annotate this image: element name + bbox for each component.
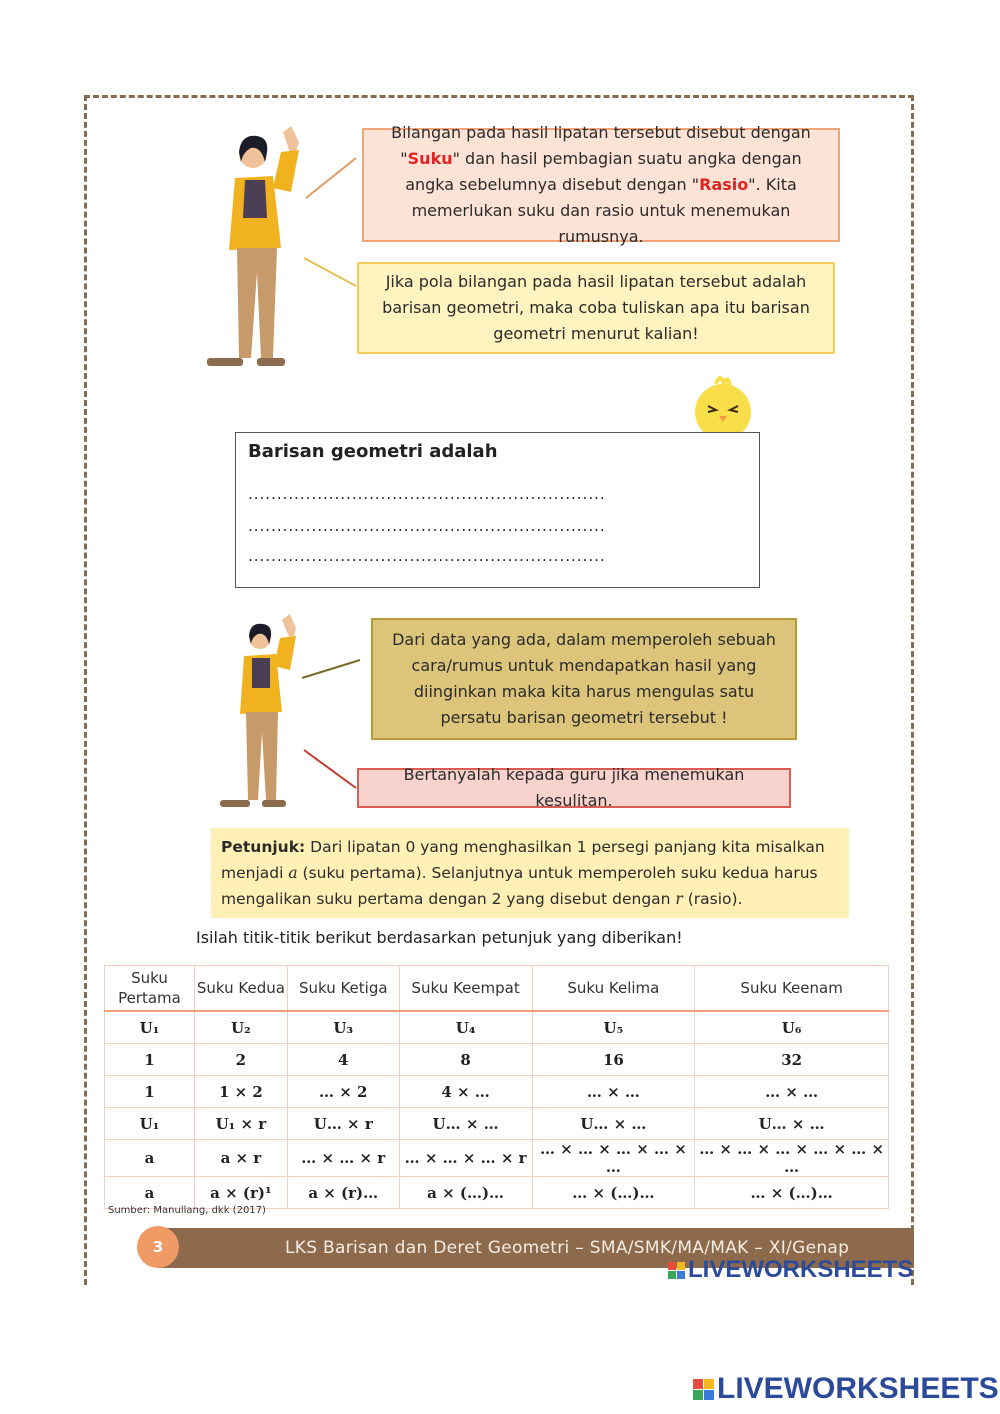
- bubble-text: Bilangan pada hasil lipatan tersebut disebut dengan: [391, 123, 811, 142]
- answer-box: [235, 432, 760, 588]
- footer-title: LKS Barisan dan Deret Geometri – SMA/SMK/MA/MAK – XI/Genap: [285, 1238, 850, 1258]
- header-cell: Suku Ketiga: [287, 966, 399, 1012]
- fill-in-cell[interactable]: … × … × … × … × …: [532, 1140, 695, 1177]
- bubble-text: " dan hasil pembagian suatu angka dengan angka sebelumnya disebut dengan ": [405, 149, 802, 194]
- fill-in-cell[interactable]: … × …: [532, 1076, 695, 1108]
- fill-in-cell[interactable]: 4 × …: [399, 1076, 532, 1108]
- teacher-illustration-bottom: [212, 612, 308, 812]
- fill-in-cell[interactable]: … × … × … × r: [399, 1140, 532, 1177]
- hint-label: Petunjuk:: [221, 838, 306, 856]
- table-cell: 1: [105, 1044, 195, 1076]
- geometric-sequence-table: [104, 965, 889, 1209]
- watermark-inline: [668, 1256, 913, 1284]
- fill-in-cell[interactable]: U… × …: [695, 1108, 889, 1140]
- table-row: [105, 1011, 889, 1044]
- answer-line-1[interactable]: ..............................................................: [248, 485, 606, 503]
- speech-bubble-question: Jika pola bilangan pada hasil lipatan tersebut adalah barisan geometri, maka coba tuliskan apa itu barisan geometri menurut kalian!: [357, 262, 835, 354]
- liveworksheets-logo-icon: [693, 1379, 714, 1400]
- watermark-bottom: [693, 1372, 999, 1406]
- page-number-badge: 3: [137, 1226, 179, 1268]
- table-cell: U₁: [105, 1011, 195, 1044]
- watermark-text: LIVEWORKSHEETS: [688, 1256, 914, 1283]
- term-rasio: Rasio: [699, 175, 749, 194]
- teacher-illustration-top: [195, 122, 310, 370]
- table-header-row: [105, 966, 889, 1012]
- table-cell: 1 × 2: [194, 1076, 287, 1108]
- table-cell: 4: [287, 1044, 399, 1076]
- fill-in-cell[interactable]: … × …: [695, 1076, 889, 1108]
- speech-bubble-review: Dari data yang ada, dalam memperoleh sebuah cara/rumus untuk mendapatkan hasil yang diinginkan maka kita harus mengulas satu persatu barisan geometri tersebut !: [371, 618, 797, 740]
- table-row: [105, 1177, 889, 1209]
- answer-line-3[interactable]: ..............................................................: [248, 547, 606, 565]
- fill-in-cell[interactable]: a × (…)…: [399, 1177, 532, 1209]
- instruction-text: Isilah titik-titik berikut berdasarkan petunjuk yang diberikan!: [196, 928, 683, 947]
- speech-bubble-ask-teacher: Bertanyalah kepada guru jika menemukan kesulitan.: [357, 768, 791, 808]
- table-cell: U₂: [194, 1011, 287, 1044]
- fill-in-cell[interactable]: … × 2: [287, 1076, 399, 1108]
- fill-in-cell[interactable]: … × … × r: [287, 1140, 399, 1177]
- table-cell: U₄: [399, 1011, 532, 1044]
- speech-lines-top: [300, 150, 362, 290]
- table-cell: U₆: [695, 1011, 889, 1044]
- liveworksheets-logo-icon: [668, 1262, 685, 1279]
- table-cell: a: [105, 1140, 195, 1177]
- fill-in-cell[interactable]: U… × r: [287, 1108, 399, 1140]
- quote-mark: ": [400, 149, 408, 168]
- table-row: [105, 1108, 889, 1140]
- header-cell: Suku Kelima: [532, 966, 695, 1012]
- hint-text: Dari lipatan 0 yang menghasilkan 1 persegi panjang kita misalkan menjadi: [221, 838, 825, 882]
- hint-box: [211, 828, 849, 918]
- table-cell: a × (r)¹: [194, 1177, 287, 1209]
- fill-in-cell[interactable]: a × (r)…: [287, 1177, 399, 1209]
- table-cell: U₃: [287, 1011, 399, 1044]
- bubble-text: ". Kita memerlukan suku dan rasio untuk menemukan rumusnya.: [411, 175, 797, 246]
- header-cell: Suku Pertama: [105, 966, 195, 1012]
- answer-title: Barisan geometri adalah: [248, 441, 498, 462]
- table-row: [105, 1076, 889, 1108]
- fill-in-cell[interactable]: U… × …: [399, 1108, 532, 1140]
- answer-line-2[interactable]: ..............................................................: [248, 517, 606, 535]
- term-suku: Suku: [407, 149, 453, 168]
- watermark-text: LIVEWORKSHEETS: [717, 1372, 999, 1405]
- hint-text: (suku pertama). Selanjutnya untuk memperoleh suku kedua harus mengalikan suku pertama dengan 2 yang disebut dengan: [221, 864, 818, 908]
- table-cell: 16: [532, 1044, 695, 1076]
- table-cell: a × r: [194, 1140, 287, 1177]
- header-cell: Suku Kedua: [194, 966, 287, 1012]
- source-citation: Sumber: Manullang, dkk (2017): [108, 1205, 266, 1216]
- hint-text: (rasio).: [682, 890, 743, 908]
- table-cell: a: [105, 1177, 195, 1209]
- table-row: [105, 1044, 889, 1076]
- var-r: r: [675, 890, 683, 908]
- table-row: [105, 1140, 889, 1177]
- table-cell: 2: [194, 1044, 287, 1076]
- header-cell: Suku Keenam: [695, 966, 889, 1012]
- fill-in-cell[interactable]: … × (…)…: [695, 1177, 889, 1209]
- speech-bubble-suku-rasio: [362, 123, 840, 246]
- table-cell: U₁: [105, 1108, 195, 1140]
- var-a: a: [288, 864, 298, 882]
- table-cell: 1: [105, 1076, 195, 1108]
- table-cell: U₅: [532, 1011, 695, 1044]
- table-cell: U₁ × r: [194, 1108, 287, 1140]
- table-cell: 32: [695, 1044, 889, 1076]
- table-cell: 8: [399, 1044, 532, 1076]
- fill-in-cell[interactable]: U… × …: [532, 1108, 695, 1140]
- fill-in-cell[interactable]: … × (…)…: [532, 1177, 695, 1209]
- fill-in-cell[interactable]: … × … × … × … × … × …: [695, 1140, 889, 1177]
- header-cell: Suku Keempat: [399, 966, 532, 1012]
